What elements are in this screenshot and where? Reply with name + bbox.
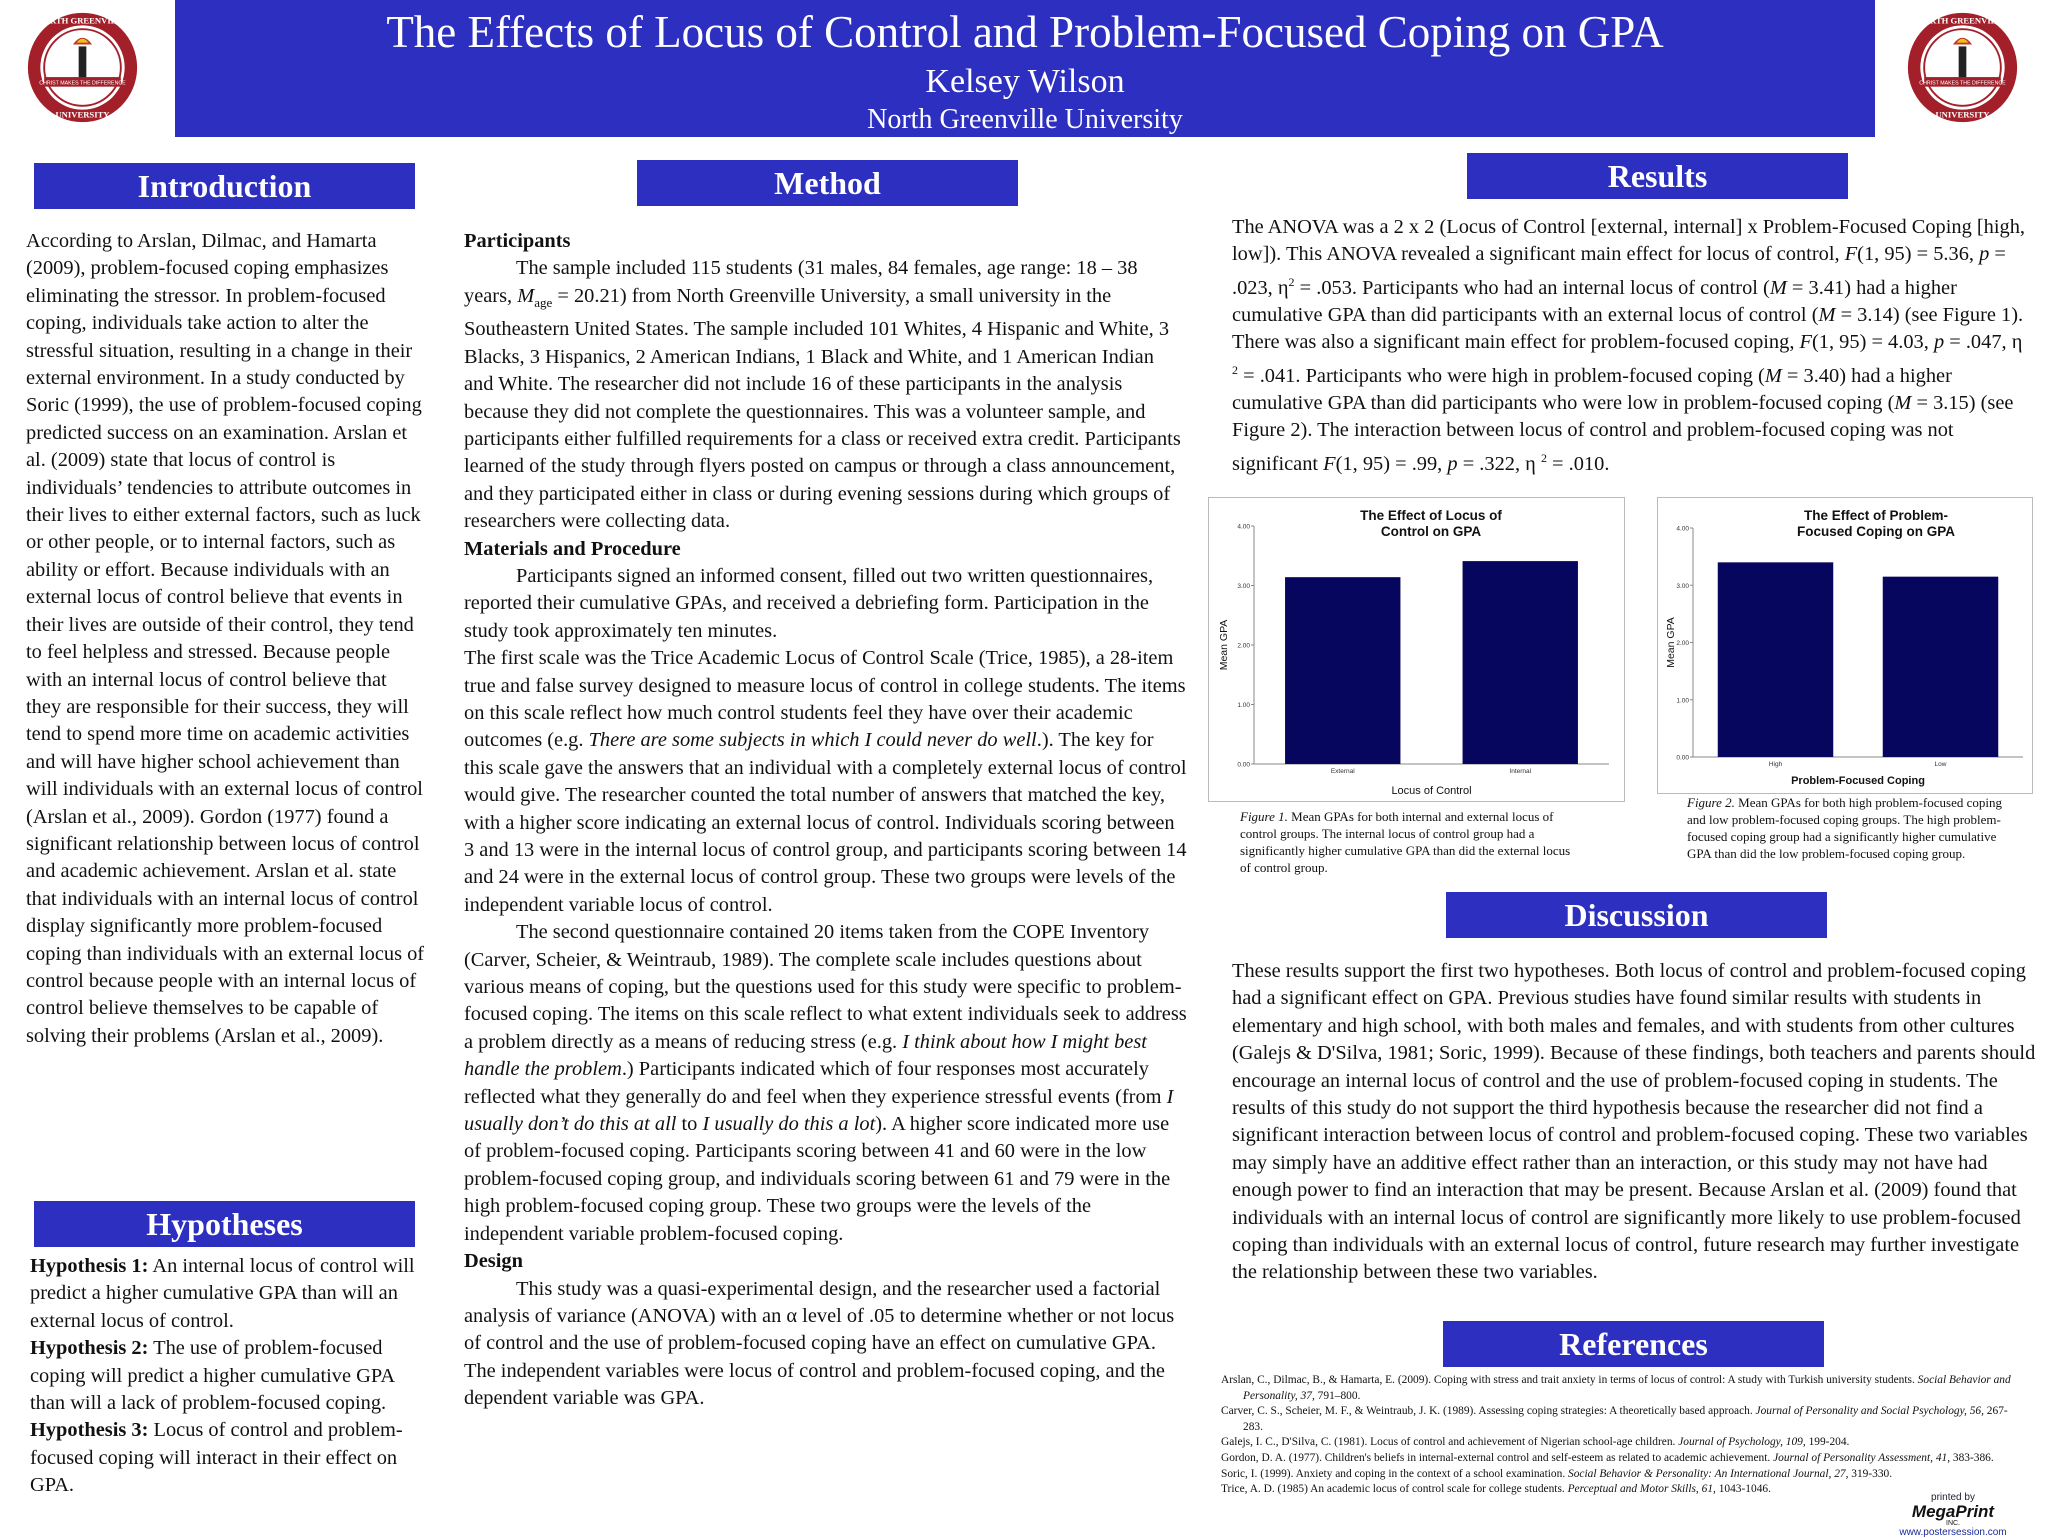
y-tick-label: 0.00 [1237,761,1250,769]
svg-text:UNIVERSITY: UNIVERSITY [1935,109,1990,120]
university-logo-right [1905,10,2020,125]
svg-text:CHRIST MAKES THE DIFFERENCE: CHRIST MAKES THE DIFFERENCE [39,80,126,87]
chart-locus-of-control [1208,497,1625,802]
references-list [1221,1373,2011,1498]
reference-item: Galejs, I. C., D'Silva, C. (1981). Locus of control and achievement of Nigerian school-age children. Journal of Psychology, 109, 199-204. [1221,1436,1850,1449]
design-heading: Design [464,1250,523,1273]
results-text: The ANOVA was a 2 x 2 (Locus of Control [external, internal] x Problem-Focused Coping [high, low]). This ANOVA revealed a significant main effect for locus of control, F(1, 95) = 5.36, p = .023, $\eta^2 = .053$. Participants who had an internal locus of control (M = 3.41) had a higher cumulative GPA than did participants with an external locus of control (M = 3.14) (see Figure 1). There was also a significant main effect for problem-focused coping, F(1, 95) = 4.03, p = .047, η $^2$ = .041. Participants who were high in problem-focused coping (M = 3.40) had a higher cumulative GPA than did participants who were low in problem-focused coping (M = 3.15) (see Figure 2). The interaction between locus of control and problem-focused coping was not significant F(1, 95) = .99, p = .322, η $^2$ = .010. [1232,216,2026,475]
y-axis-label: Mean GPA [1665,617,1677,668]
x-tick-label: Low [1934,761,1947,768]
reference-item: Soric, I. (1999). Anxiety and coping in the context of a school examination. Social Behavior & Personality: An International Journal, 27, 319-330. [1221,1467,1893,1480]
x-tick-label: Internal [1509,768,1532,775]
title-banner [175,0,1875,137]
chart-title: The Effect of Problem- [1803,508,1949,523]
figure-2-caption: Figure 2. Mean GPAs for both high problem-focused coping and low problem-focused coping groups. The high problem-focused coping group had a significantly higher cumulative GPA than did the low problem-focused coping group. [1687,795,2002,861]
y-tick-label: 3.00 [1676,582,1689,590]
hypotheses-heading: Hypotheses [34,1201,415,1247]
participants-text: The sample included 115 students (31 males, 84 females, age range: 18 – 38 years, $M_{age} = 20.21$) from North Greenville University, a small university in the Southeastern United States. The sample included 101 Whites, 4 Hispanic and White, 3 Blacks, 3 Hispanics, 2 American Indians, 1 Black and White, and 1 American Indian and White. The researcher did not include 16 of these participants in the analysis because they did not complete the questionnaires. This was a volunteer sample, and participants either fulfilled requirements for a class or received extra credit. Participants learned of the study through flyers posted on campus or through a class announcement, and they participated either in class or during evening sessions during which groups of researchers were collecting data. [464,257,1181,533]
y-tick-label: 0.00 [1676,754,1689,762]
poster-author: Kelsey Wilson [925,63,1125,100]
printer-url: www.postersession.com [1899,1527,2007,1538]
bar-internal [1463,561,1578,764]
svg-text:NORTH GREENVILLE: NORTH GREENVILLE [1917,15,2008,26]
discussion-body [1232,958,2040,1287]
design-text: This study was a quasi-experimental design, and the researcher used a factorial analysis of variance (ANOVA) with an α level of .05 to determine whether or not locus of control and the use of problem-focused coping have an effect on cumulative GPA. The independent variables were locus of control and problem-focused coping, and the dependent variable was GPA. [464,1277,1175,1410]
x-tick-label: High [1768,761,1783,768]
y-tick-label: 1.00 [1237,702,1250,709]
hypothesis-3: Hypothesis 3: Locus of control and problem-focused coping will interact in their effect on GPA. [30,1419,403,1497]
university-logo-left [25,10,140,125]
poster-title: The Effects of Locus of Control and Problem-Focused Coping on GPA [386,7,1664,57]
y-tick-label: 2.00 [1676,640,1689,647]
materials-text-3: The second questionnaire contained 20 items taken from the COPE Inventory (Carver, Scheier, & Weintraub, 1989). The complete scale includes questions about various means of coping, but the questions used for this study were specific to problem-focused coping. The items on this scale reflect to what extent individuals seek to address a problem directly as a means of reducing stress (e.g. I think about how I might best handle the problem.) Participants indicated which of four responses most accurately reflected what they generally do and feel when they experience stressful events (from I usually don’t do this at all to I usually do this a lot). A higher score indicated more use of problem-focused coping. Participants scoring between 41 and 60 were in the low problem-focused coping group, and individuals scoring between 61 and 79 were in the high problem-focused coping group. These two groups were the levels of the independent variable problem-focused coping. [464,921,1187,1245]
discussion-heading: Discussion [1446,892,1827,938]
svg-text:UNIVERSITY: UNIVERSITY [55,109,110,120]
y-tick-label: 1.00 [1676,697,1689,705]
chart-title: Focused Coping on GPA [1797,524,1955,539]
references-heading: References [1443,1321,1824,1367]
svg-text:CHRIST MAKES THE DIFFERENCE: CHRIST MAKES THE DIFFERENCE [1919,80,2006,87]
y-tick-label: 4.00 [1237,523,1250,531]
introduction-body [26,228,426,1050]
discussion-text: These results support the first two hypotheses. Both locus of control and problem-focused coping had a significant effect on GPA. Previous studies have found similar results with students in elementary and high school, with both males and females, and with students from other cultures (Galejs & D'Silva, 1981; Soric, 1999). Because of these findings, both teachers and parents should encourage an internal locus of control and the use of problem-focused coping in students. The results of this study do not support the third hypothesis because the researcher did not find a significant interaction between locus of control and problem-focused coping. These two variables may simply have an additive effect rather than an interaction, or this study may not have had enough power to find an interaction that may be present. Because Arslan et al. (2009) found that individuals with an internal locus of control are significantly more likely to use problem-focused coping than individuals with an external locus of control, future research may further investigate the relationship between these two variables. [1232,960,2036,1284]
results-heading: Results [1467,153,1848,199]
figure-1-caption: Figure 1. Mean GPAs for both internal and external locus of control groups. The internal locus of control group had a significantly higher cumulative GPA than did the external locus of control group. [1240,809,1571,875]
x-tick-label: External [1330,768,1355,775]
introduction-heading: Introduction [34,163,415,209]
method-body [464,228,1188,1413]
y-tick-label: 3.00 [1237,583,1250,590]
hypothesis-1: Hypothesis 1: An internal locus of control will predict a higher cumulative GPA than will an external locus of control. [30,1255,415,1332]
chart-title: Control on GPA [1380,524,1482,539]
x-axis-label: Problem-Focused Coping [1791,775,1925,787]
y-axis-label: Mean GPA [1218,619,1230,671]
materials-text-1: Participants signed an informed consent, filled out two written questionnaires, reported their cumulative GPAs, and received a debriefing form. Participation in the study took approximately ten minutes. [464,564,1154,642]
bar-external [1285,577,1400,764]
reference-item: Carver, C. S., Scheier, M. F., & Weintraub, J. K. (1989). Assessing coping strategies: A theoretically based approach. Journal of Personality and Social Psychology, 56, 267-283. [1221,1405,2008,1433]
bar-low [1883,577,1999,757]
participants-heading: Participants [464,230,571,252]
hypothesis-2: Hypothesis 2: The use of problem-focused coping will predict a higher cumulative GPA than will a lack of problem-focused coping. [30,1337,394,1415]
y-tick-label: 2.00 [1237,642,1250,650]
printer-brand: MegaPrint [1911,1502,1995,1521]
method-heading: Method [637,160,1018,206]
svg-text:NORTH GREENVILLE: NORTH GREENVILLE [37,15,128,26]
results-body [1232,214,2032,478]
reference-item: Gordon, D. A. (1977). Children's beliefs in internal-external control and self-esteem as related to academic achievement. Journal of Personality Assessment, 41, 383-386. [1221,1451,1994,1464]
reference-item: Trice, A. D. (1985) An academic locus of control scale for college students. Perceptual and Motor Skills, 61, 1043-1046. [1221,1483,1771,1496]
materials-heading: Materials and Procedure [464,537,681,560]
reference-item: Arslan, C., Dilmac, B., & Hamarta, E. (2009). Coping with stress and trait anxiety in terms of locus of control: A study with Turkish university students. Social Behavior and Personality, 37, 791–800. [1221,1374,2011,1402]
chart-title: The Effect of Locus of [1360,508,1502,523]
poster-institution: North Greenville University [867,104,1183,135]
hypotheses-list [30,1253,425,1500]
y-tick-label: 4.00 [1676,525,1689,533]
x-axis-label: Locus of Control [1391,785,1472,797]
printer-mark: printed by MegaPrint INC. www.postersession.com [1888,1492,2018,1538]
materials-text-2: The first scale was the Trice Academic Locus of Control Scale (Trice, 1985), a 28-item true and false survey designed to measure locus of control in college students. The items on this scale reflect how much control students feel they have over their academic outcomes (e.g. There are some subjects in which I could never do well.). The key for this scale gave the answers that an individual with a completely external locus of control would give. The researcher counted the total number of answers that matched the key, with a higher score indicating an external locus of control. Individuals scoring between 3 and 13 were in the internal locus of control group, and participants scoring between 14 and 24 were in the external locus of control group. These two groups were levels of the independent variable locus of control. [464,647,1187,916]
chart-problem-focused-coping [1657,497,2033,794]
introduction-text: According to Arslan, Dilmac, and Hamarta (2009), problem-focused coping emphasizes eliminating the stressor. In problem-focused coping, individuals take action to alter the stressful situation, resulting in a change in their external environment. In a study conducted by Soric (1999), the use of problem-focused coping predicted success on an examination. Arslan et al. (2009) state that locus of control is individuals’ tendencies to attribute outcomes in their lives to either external factors, such as luck or other people, or to internal factors, such as ability or effort. Because individuals with an external locus of control believe that events in their lives are outside of their control, they tend to feel helpless and stressed. Because people with an internal locus of control believe that they are responsible for their success, they will tend to spend more time on academic activities and will have higher school achievement than will individuals with an external locus of control (Arslan et al., 2009). Gordon (1977) found a significant relationship between locus of control and academic achievement. Arslan et al. state that individuals with an internal locus of control display significantly more problem-focused coping than individuals with an external locus of control because people with an internal locus of control believe themselves to be capable of solving their problems (Arslan et al., 2009). [26,230,425,1047]
bar-high [1718,562,1834,757]
